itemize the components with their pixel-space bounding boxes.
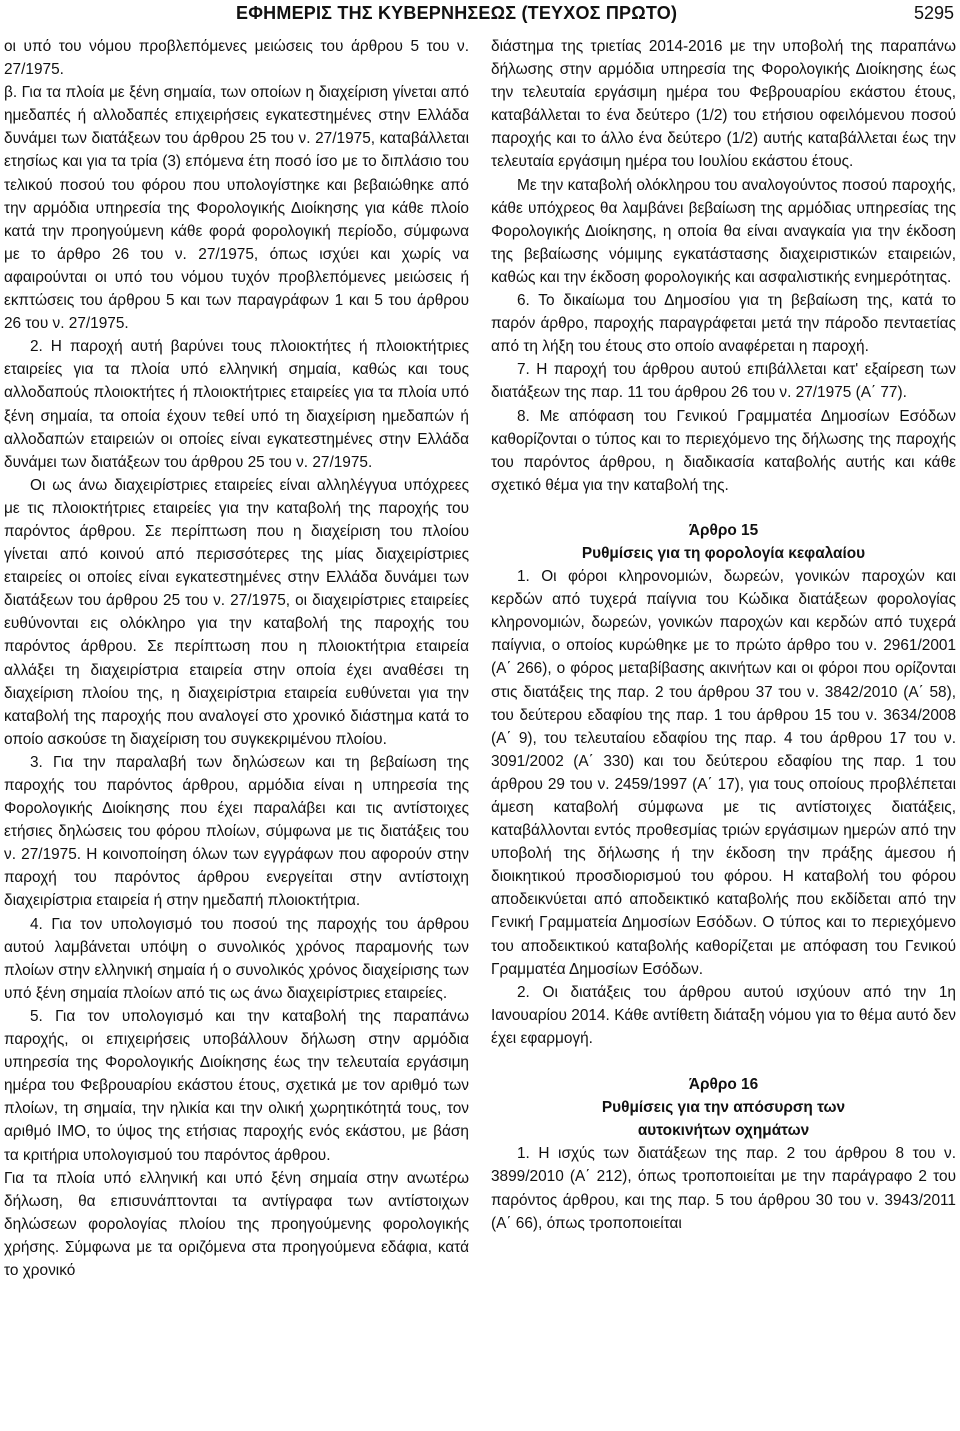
paragraph: οι υπό του νόμου προβλεπόμενες μειώσεις του άρθρου 5 του ν. 27/1975. [4, 38, 469, 79]
article-15-title: Ρυθμίσεις για τη φορολογία κεφαλαίου [581, 544, 866, 562]
article-15-number: Άρθρο 15 [688, 521, 759, 539]
paragraph: 1. Οι φόροι κληρονομιών, δωρεών, γονικών παροχών και κερδών από τυχερά παίγνια του Κώδικα διατάξεων φορολογίας κληρονομιών, δωρεών, γονικών παροχών και κερδών από τυχερά παίγνια, ο οποίος κυρώθηκε με το πρώτο άρθρο του ν. 2961/2001 (Α΄ 266), ο φόρος μεταβίβασης ακινήτων και οι φόροι που ορίζονται στις διατάξεις της παρ. 2 του άρθρου 37 του ν. 3842/2010 (Α΄ 58), του δεύτερου εδαφίου της παρ. 1 του άρθρου 15 του ν. 3634/2008 (Α΄ 9), του τελευταίου εδαφίου της παρ. 4 του άρθρου 17 του ν. 3091/2002 (Α΄ 330) και του δεύτερου εδαφίου της παρ. 1 του άρθρου 29 του ν. 2459/1997 (Α΄ 17), για τους οποίους προβλέπεται άμεση καταβολή σύμφωνα με τις αντίστοιχες διατάξεις, καταβάλλονται εντός προθεσμίας τριών εργάσιμων ημερών από την υποβολή της δήλωσης ή την έκδοση την πράξης άμεσου ή διοικητικού προσδιορισμού του φόρου. Η καταβολή του φόρου αποδεικνύεται από αποδεικτικό καταβολής που εκδίδεται από την Γενική Γραμματεία Δημοσίων Εσόδων. Ο τύπος και το περιεχόμενο του αποδεικτικού καταβολής καθορίζεται με απόφαση του Γενικού Γραμματέα Δημοσίων Εσόδων. [491, 568, 956, 978]
paragraph: Οι ως άνω διαχειρίστριες εταιρείες είναι αλληλέγγυα υπόχρεες με τις πλοιοκτήτριες εταιρείες για την καταβολή της παροχής του παρόντος άρθρου. Σε περίπτωση που η διαχείριση του πλοίου γίνεται από κοινού από περισσότερες της μίας διαχειρίστριες εταιρείες οι οποίες είναι εγκατεστημένες στην Ελλάδα δυνάμει των διατάξεων του άρθρου 25 του ν. 27/1975, οι διαχειρίστριες εταιρείες ευθύνονται εις ολόκληρο για την καταβολή της παροχής του παρόντος άρθρου. Σε περίπτωση που η πλοιοκτήτρια εταιρεία αλλάξει τη διαχειρίστρια εταιρεία στην οποία έχει αναθέσει τη διαχείριση πλοίου της, η διαχειρίστρια εταιρεία ευθύνεται για την καταβολή της παροχής που αναλογεί στο χρονικό διάστημα κατά το οποίο ασκούσε τη διαχείριση του συγκεκριμένου πλοίου. [4, 476, 469, 748]
paragraph: 5. Για τον υπολογισμό και την καταβολή της παραπάνω παροχής, οι επιχειρήσεις υποβάλλουν δήλωση στην αρμόδια υπηρεσία της Φορολογικής Διοίκησης έως την τελευταία εργάσιμη ημέρα του Φεβρουαρίου εκάστου έτους, σχετικά με τον αριθμό των πλοίων, τη σημαία, την ηλικία και την ολική χωρητικότητά τους, τον αριθμό ΙΜΟ, το ύψος της ετήσιας παροχής ενός εκάστου, με βάση τα κριτήρια υπολογισμού του παρόντος άρθρου. [4, 1007, 469, 1164]
paragraph: 2. Οι διατάξεις του άρθρου αυτού ισχύουν από την 1η Ιανουαρίου 2014. Κάθε αντίθετη διάταξη νόμου για το θέμα αυτό δεν έχει εφαρμογή. [491, 983, 956, 1047]
page-number: 5295 [913, 3, 954, 23]
paragraph: διάστημα της τριετίας 2014-2016 με την υποβολή της παραπάνω δήλωσης στην αρμόδια υπηρεσία της Φορολογικής Διοίκησης έως την τελευταία εργάσιμη ημέρα του Φεβρουαρίου εκάστου έτους, καταβάλλεται το ένα δεύτερο (1/2) του ετήσιου οφειλόμενου ποσού παροχής και το άλλο ένα δεύτερο (1/2) αυτής καταβάλλεται έως την τελευταία εργάσιμη ημέρα του Ιουλίου εκάστου έτους. [491, 38, 956, 171]
spacer [491, 1050, 956, 1073]
paragraph: 7. Η παροχή του άρθρου αυτού επιβάλλεται κατ' εξαίρεση των διατάξεων της παρ. 11 του άρθρου 26 του ν. 27/1975 (Α΄ 77). [491, 361, 956, 402]
paragraph: 4. Για τον υπολογισμό του ποσού της παροχής του άρθρου αυτού λαμβάνεται υπόψη ο συνολικός χρόνος παραμονής των πλοίων στην ελληνική σημαία ή ο συνολικός χρόνος διαχείρισης των υπό ξένη σημαία πλοίων από τις ως άνω διαχειρίστριες εταιρείες. [4, 915, 469, 1002]
paragraph: 1. Η ισχύς των διατάξεων της παρ. 2 του άρθρου 8 του ν. 3899/2010 (Α΄ 212), όπως τροποποιείται με την παράγραφο 2 του παρόντος άρθρου, και της παρ. 5 του άρθρου 30 του ν. 3943/2011 (Α΄ 66), όπως τροποποιείται [491, 1145, 956, 1232]
page-header [0, 0, 960, 34]
paragraph: Για τα πλοία υπό ελληνική και υπό ξένη σημαία στην ανωτέρω δήλωση, θα επισυνάπτονται τα αντίγραφα των αντίστοιχων δηλώσεων φορολογίας πλοίου της προηγούμενης φορολογικής χρήσης. Σύμφωνα με τα οριζόμενα στα προηγούμενα εδάφια, κατά το χρονικό [4, 1169, 469, 1279]
article-16-title-line-1: Ρυθμίσεις για την απόσυρση των [601, 1099, 846, 1117]
article-16-title-line-2: αυτοκινήτων οχημάτων [637, 1122, 810, 1140]
text-columns [4, 35, 956, 1431]
paragraph: Με την καταβολή ολόκληρου του αναλογούντος ποσού παροχής, κάθε υπόχρεος θα λαμβάνει βεβαίωση της αρμόδιας υπηρεσίας της Φορολογικής Διοίκησης, η οποία θα είναι αναγκαία για την έκδοση της βεβαίωσης νόμιμης εγκατάστασης διαχειριστικών εταιρειών, καθώς και την έκδοση φορολογικής και ασφαλιστικής ενημερότητας. [491, 176, 956, 286]
right-column [491, 35, 956, 1235]
spacer [491, 497, 956, 519]
paragraph: β. Για τα πλοία με ξένη σημαία, των οποίων η διαχείριση γίνεται από ημεδαπές ή αλλοδαπές επιχειρήσεις εγκατεστημένες στην Ελλάδα δυνάμει των διατάξεων του άρθρου 25 του ν. 27/1975, καταβάλλεται ετησίως και για τα τρία (3) επόμενα έτη ποσό ίσο με το διπλάσιο του τελικού ποσού του φόρου που υπολογίστηκε και βεβαιώθηκε από την αρμόδια υπηρεσία της Φορολογικής Διοίκησης για κάθε πλοίο κατά την προηγούμενη κάθε φορά φορολογική περίοδο, σύμφωνα με το άρθρο 26 του ν. 27/1975, όπως ισχύει και χωρίς να αφαιρούνται οι υπό του νόμου τυχόν προβλεπόμενες μειώσεις ή εκπτώσεις του άρθρου 5 και των παραγράφων 1 και 5 του άρθρου 26 του ν. 27/1975. [4, 84, 469, 333]
gazette-title: ΕΦΗΜΕΡΙΣ ΤΗΣ ΚΥΒΕΡΝΗΣΕΩΣ (ΤΕΥΧΟΣ ΠΡΩΤΟ) [236, 3, 678, 23]
paragraph: 6. Το δικαίωμα του Δημοσίου για τη βεβαίωση της, κατά το παρόν άρθρο, παροχής παραγράφεται μετά την πάροδο πενταετίας από τη λήξη του έτους στο οποίο αναφέρεται η παροχή. [491, 292, 956, 356]
article-16-number: Άρθρο 16 [688, 1076, 759, 1094]
paragraph: 2. Η παροχή αυτή βαρύνει τους πλοιοκτήτες ή πλοιοκτήτριες εταιρείες για τα πλοία υπό ελληνική σημαία, καθώς και τους αλλοδαπούς πλοιοκτήτες ή πλοιοκτήτριες εταιρείες για τα πλοία υπό ξένη σημαία, τα οποία έχουν τεθεί υπό τη διαχείριση ημεδαπών ή αλλοδαπών εταιρειών οι οποίες είναι εγκατεστημένες στην Ελλάδα δυνάμει των διατάξεων του άρθρου 25 του ν. 27/1975. [4, 338, 469, 471]
left-column [4, 35, 469, 1282]
paragraph: 8. Με απόφαση του Γενικού Γραμματέα Δημοσίων Εσόδων καθορίζονται ο τύπος και το περιεχόμενο της δήλωσης της παροχής του παρόντος άρθρου, η διαδικασία καταβολής αυτής και κάθε σχετικό θέμα για την καταβολή της. [491, 407, 956, 494]
paragraph: 3. Για την παραλαβή των δηλώσεων και τη βεβαίωση της παροχής του παρόντος άρθρου, αρμόδια είναι η υπηρεσία της Φορολογικής Διοίκησης που έχει παραλάβει και τις αντίστοιχες ετήσιες δηλώσεις του φόρου πλοίων, σύμφωνα με τις διατάξεις του ν. 27/1975. Η κοινοποίηση όλων των εγγράφων που αφορούν στην παροχή του παρόντος άρθρου ενεργείται στην αντίστοιχη διαχειρίστρια εταιρεία ή στην ημεδαπή πλοιοκτήτρια. [4, 753, 469, 910]
